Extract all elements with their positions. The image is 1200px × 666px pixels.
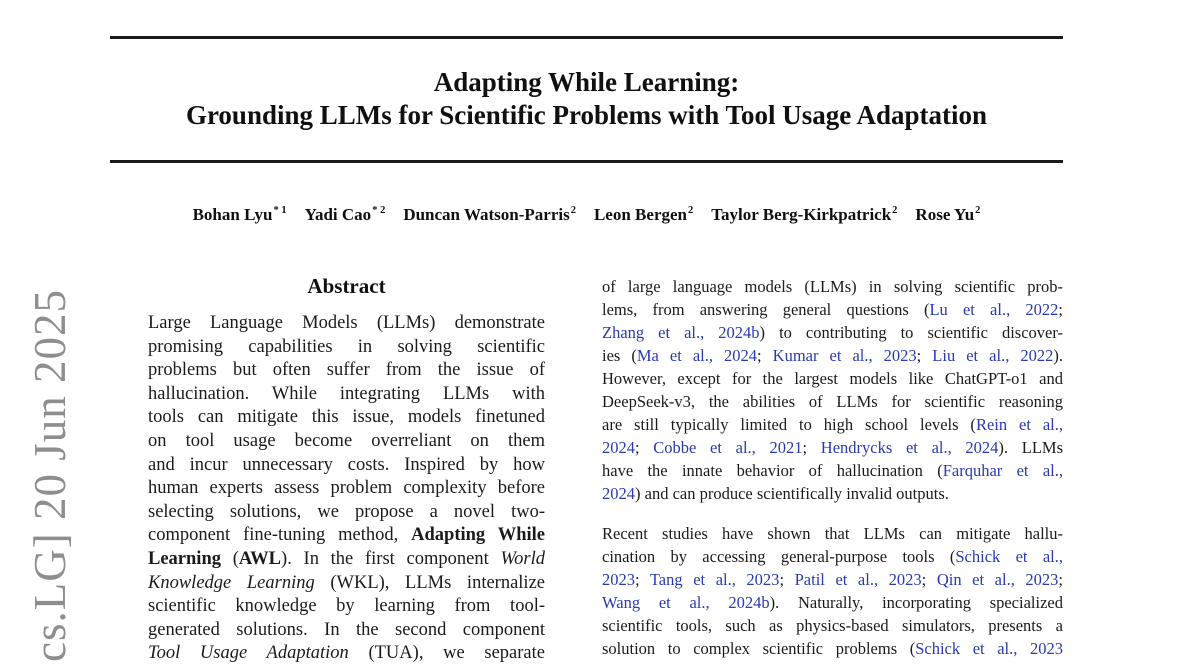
text-line xyxy=(602,275,1063,298)
text-line xyxy=(148,595,545,619)
text-line xyxy=(602,321,1063,344)
text-segment: and incur unnecessary costs. Inspired by how xyxy=(148,454,545,475)
author xyxy=(915,205,980,224)
citation-link[interactable]: Liu et al., 2022 xyxy=(932,346,1054,365)
author xyxy=(193,205,287,224)
text-line xyxy=(148,548,545,572)
citation-link[interactable]: Cobbe et al., 2021 xyxy=(653,438,803,457)
text-line xyxy=(148,572,545,596)
introduction-column xyxy=(602,275,1063,660)
text-line xyxy=(602,298,1063,321)
text-segment: tools can mitigate this issue, models finetuned xyxy=(148,407,545,428)
citation-link[interactable]: Farquhar et al., xyxy=(942,461,1063,480)
text-line xyxy=(602,482,1063,505)
text-line xyxy=(148,336,545,360)
author-affiliation-mark: 2 xyxy=(688,205,694,217)
citation-link[interactable]: Qin et al., 2023 xyxy=(936,570,1059,589)
text-line xyxy=(148,406,545,430)
text-segment: (WKL), LLMs internalize xyxy=(314,572,545,593)
text-segment: promising capabilities in solving scientific xyxy=(148,336,545,357)
text-segment: Recent studies have shown that LLMs can mitigate hallu- xyxy=(602,524,1063,543)
text-segment: ; xyxy=(802,438,821,457)
author-affiliation-mark: * 2 xyxy=(372,205,386,217)
text-segment: DeepSeek-v3, the abilities of LLMs for scientific reasoning xyxy=(602,392,1063,411)
author-name: Rose Yu xyxy=(915,205,975,224)
citation-link[interactable]: Kumar et al., 2023 xyxy=(772,346,917,365)
text-segment: ). LLMs xyxy=(998,438,1063,457)
author-affiliation-mark: 2 xyxy=(892,205,898,217)
text-line xyxy=(602,591,1063,614)
text-segment: on tool usage become overreliant on them xyxy=(148,430,545,451)
text-line xyxy=(602,436,1063,459)
authors-row xyxy=(110,205,1063,225)
text-segment: solution to complex scientific problems ( xyxy=(602,639,916,658)
text-segment: Tool Usage Adaptation xyxy=(148,643,349,664)
text-segment: World xyxy=(500,548,545,569)
text-segment: generated solutions. In the second component xyxy=(148,619,545,640)
text-line xyxy=(602,413,1063,436)
text-segment: human experts assess problem complexity before xyxy=(148,478,545,499)
author xyxy=(594,205,693,224)
text-segment: ) and can produce scientifically invalid outputs. xyxy=(635,484,949,503)
author-name: Bohan Lyu xyxy=(192,205,273,224)
citation-link[interactable]: Hendrycks et al., 2024 xyxy=(820,438,999,457)
text-segment: AWL xyxy=(238,548,282,569)
text-segment: ; xyxy=(635,438,654,457)
text-line xyxy=(148,642,545,666)
text-segment: ). Naturally, incorporating specialized xyxy=(769,593,1063,612)
text-segment: However, except for the largest models like ChatGPT-o1 and xyxy=(602,369,1063,388)
abstract-heading: Abstract xyxy=(307,274,386,298)
citation-link[interactable]: Patil et al., 2023 xyxy=(794,570,922,589)
text-segment: ). In the first component xyxy=(281,548,501,569)
text-segment: ; xyxy=(779,570,795,589)
text-segment: ; xyxy=(1058,300,1063,319)
citation-link[interactable]: Ma et al., 2024 xyxy=(636,346,758,365)
citation-link[interactable]: 2023 xyxy=(602,570,635,589)
text-line xyxy=(148,524,545,548)
text-line xyxy=(602,568,1063,591)
citation-link[interactable]: 2024 xyxy=(602,438,635,457)
abstract-column xyxy=(148,312,545,666)
text-line xyxy=(602,614,1063,637)
text-segment: of large language models (LLMs) in solving scientific prob- xyxy=(602,277,1063,296)
text-line xyxy=(602,459,1063,482)
text-line xyxy=(148,501,545,525)
text-segment: hallucination. While integrating LLMs with xyxy=(148,383,545,404)
author xyxy=(403,205,576,224)
text-line xyxy=(148,454,545,478)
text-segment: scientific knowledge by learning from tool- xyxy=(148,596,545,617)
top-rule xyxy=(110,36,1063,39)
mid-rule xyxy=(110,160,1063,163)
text-segment: lems, from answering general questions ( xyxy=(602,300,930,319)
author-name: Taylor Berg-Kirkpatrick xyxy=(711,205,892,224)
citation-link[interactable]: Zhang et al., 2024b xyxy=(602,323,760,342)
text-segment: ; xyxy=(635,570,650,589)
text-segment: selecting solutions, we propose a novel two- xyxy=(148,501,545,522)
text-segment: ; xyxy=(1058,570,1063,589)
text-segment: (TUA), we separate xyxy=(348,643,545,664)
paper-title xyxy=(110,66,1063,132)
author-affiliation-mark: 2 xyxy=(975,205,981,217)
text-line xyxy=(602,637,1063,660)
citation-link[interactable]: Tang et al., 2023 xyxy=(649,570,780,589)
author xyxy=(305,205,386,224)
arxiv-watermark: cs.LG] 20 Jun 2025 xyxy=(25,289,75,662)
text-segment: ). xyxy=(1053,346,1063,365)
text-line xyxy=(148,312,545,336)
citation-link[interactable]: 2024 xyxy=(602,484,635,503)
text-segment: ; xyxy=(757,346,773,365)
author-name: Yadi Cao xyxy=(304,205,372,224)
text-line xyxy=(602,367,1063,390)
text-segment: ( xyxy=(220,548,239,569)
text-segment: Knowledge Learning xyxy=(148,572,315,593)
citation-link[interactable]: Schick et al., 2023 xyxy=(915,639,1063,658)
text-segment: have the innate behavior of hallucination ( xyxy=(602,461,943,480)
text-segment: cination by accessing general-purpose tools ( xyxy=(602,547,956,566)
text-segment: scientific tools, such as physics-based simulators, presents a xyxy=(602,616,1063,635)
text-line xyxy=(148,430,545,454)
text-line xyxy=(602,545,1063,568)
paper-title-line-2: Grounding LLMs for Scientific Problems with Tool Usage Adaptation xyxy=(185,100,988,130)
intro-paragraph-1 xyxy=(602,275,1063,505)
text-segment: ) to contributing to scientific discover- xyxy=(759,323,1064,342)
text-segment: problems but often suffer from the issue of xyxy=(148,360,545,381)
author-affiliation-mark: 2 xyxy=(570,205,576,217)
text-line xyxy=(148,477,545,501)
text-line xyxy=(148,619,545,643)
citation-link[interactable]: Rein et al., xyxy=(975,415,1063,434)
text-line xyxy=(148,359,545,383)
author-name: Leon Bergen xyxy=(593,205,687,224)
text-line xyxy=(602,522,1063,545)
text-segment: ies ( xyxy=(602,346,637,365)
text-segment: ; xyxy=(921,570,937,589)
text-segment: are still typically limited to high school levels ( xyxy=(602,415,976,434)
text-segment: Learning xyxy=(148,548,221,569)
author-affiliation-mark: * 1 xyxy=(273,205,287,217)
text-line xyxy=(602,344,1063,367)
citation-link[interactable]: Wang et al., 2024b xyxy=(602,593,770,612)
text-line xyxy=(602,390,1063,413)
citation-link[interactable]: Schick et al., xyxy=(955,547,1063,566)
citation-link[interactable]: Lu et al., 2022 xyxy=(929,300,1059,319)
text-segment: ; xyxy=(916,346,933,365)
author-name: Duncan Watson-Parris xyxy=(403,205,570,224)
paper-title-line-1: Adapting While Learning: xyxy=(433,67,740,97)
text-segment: Large Language Models (LLMs) demonstrate xyxy=(148,313,545,333)
text-segment: Adapting While xyxy=(411,525,545,546)
text-line xyxy=(148,383,545,407)
author xyxy=(711,205,897,224)
text-segment: component fine-tuning method, xyxy=(148,525,412,546)
intro-paragraph-2 xyxy=(602,522,1063,660)
